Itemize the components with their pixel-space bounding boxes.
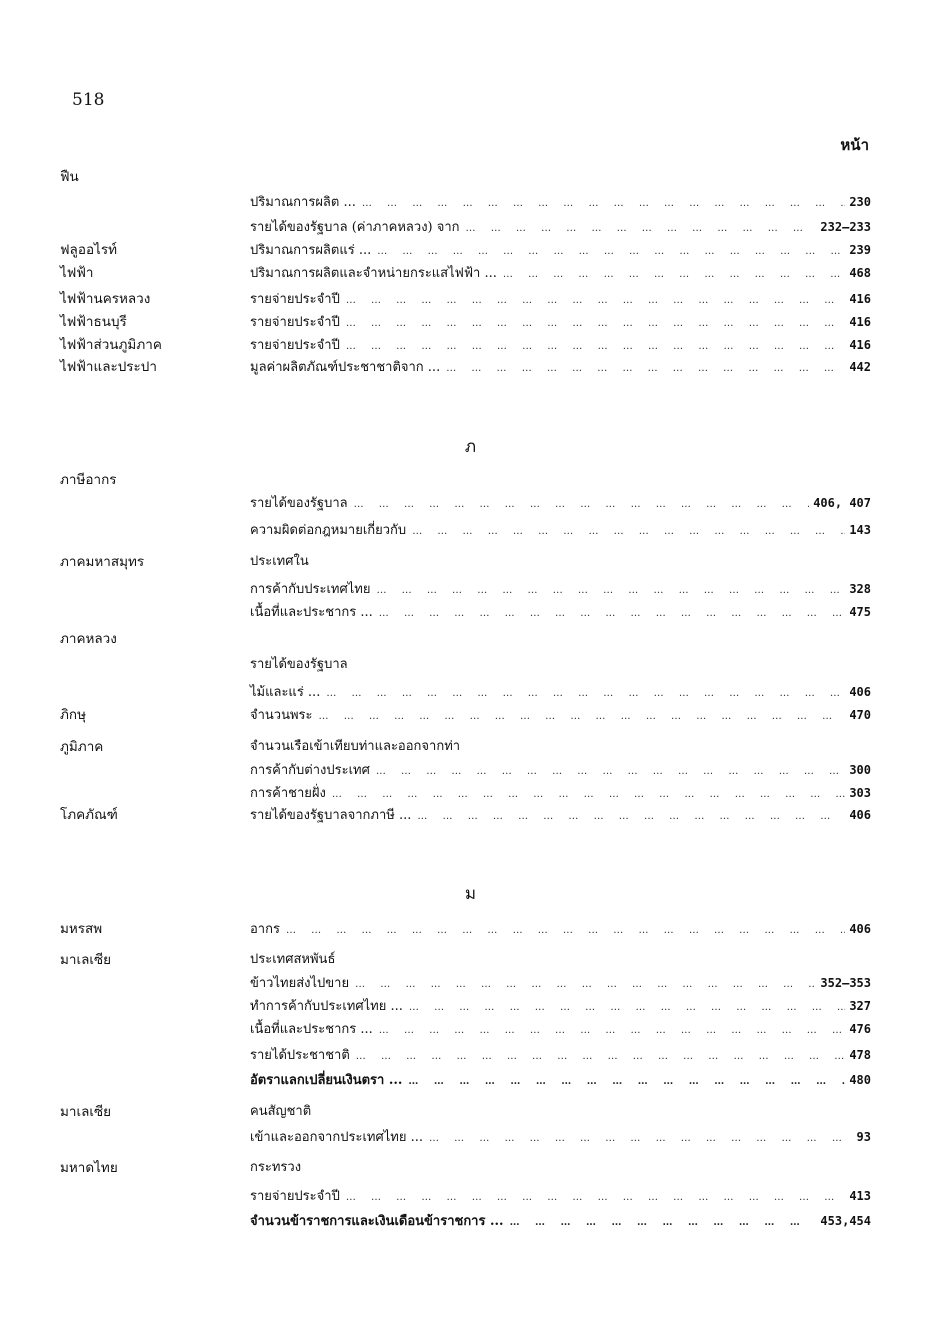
index-headword: ภาคหลวง — [60, 631, 117, 647]
index-subentry: ประเทศใน — [250, 554, 309, 569]
section-letter-mo: ม — [464, 884, 477, 904]
dot-leader — [376, 580, 845, 602]
index-subentry: ประเทศสหพันธ์ — [250, 952, 336, 967]
index-row — [60, 492, 871, 514]
page-reference: 232—233 — [820, 220, 871, 234]
dot-leader — [362, 193, 845, 215]
dot-leader — [326, 683, 845, 705]
index-row — [60, 469, 871, 491]
index-row — [60, 949, 871, 971]
page-reference: 239 — [849, 243, 871, 257]
index-row — [60, 1185, 871, 1207]
index-subentry: กระทรวง — [250, 1160, 302, 1175]
index-headword: ไฟฟ้านครหลวง — [60, 291, 151, 307]
index-row — [60, 1157, 871, 1179]
dot-leader — [377, 241, 845, 263]
dot-leader — [466, 218, 817, 240]
page-reference: 416 — [849, 338, 871, 352]
page-reference: 442 — [849, 360, 871, 374]
page-reference: 416 — [849, 315, 871, 329]
index-row — [60, 601, 871, 623]
index-subentry: จำนวนพระ — [250, 708, 313, 723]
index-row — [60, 1126, 871, 1148]
index-headword: ภาคมหาสมุทร — [60, 554, 145, 570]
index-headword: มาเลเซีย — [60, 952, 112, 968]
index-subentry: ไม้และแร่ ... — [250, 685, 321, 700]
index-row — [60, 736, 871, 758]
page-reference: 413 — [849, 1189, 871, 1203]
dot-leader — [346, 1187, 845, 1209]
index-subentry: รายจ่ายประจำปี — [250, 338, 340, 353]
dot-leader — [412, 521, 845, 543]
index-row — [60, 628, 871, 650]
page-reference: 416 — [849, 292, 871, 306]
index-row — [60, 918, 871, 940]
index-row — [60, 191, 871, 213]
dot-leader — [446, 358, 845, 380]
index-subentry: คนสัญชาติ — [250, 1104, 312, 1119]
dot-leader — [408, 1071, 845, 1093]
index-row — [60, 995, 871, 1017]
dot-leader — [332, 784, 845, 806]
index-subentry: การค้าชายฝั่ง — [250, 786, 326, 801]
page-reference: 478 — [849, 1048, 871, 1062]
page-reference: 93 — [856, 1130, 871, 1144]
section-letter-pho: ภ — [464, 437, 477, 457]
index-headword: มหาดไทย — [60, 1160, 118, 1176]
page-reference: 406 — [849, 808, 871, 822]
index-row — [60, 1044, 871, 1066]
index-row — [60, 551, 871, 573]
index-headword: มาเลเซีย — [60, 1104, 112, 1120]
dot-leader — [409, 997, 845, 1019]
index-headword: ภิกษุ — [60, 707, 86, 723]
page-reference: 406 — [849, 922, 871, 936]
index-row — [60, 288, 871, 310]
page-reference: 352—353 — [820, 976, 871, 990]
index-subentry: เนื้อที่และประชากร ... — [250, 605, 373, 620]
index-subentry: อากร — [250, 922, 280, 937]
dot-leader — [286, 920, 845, 942]
page-reference: 406, 407 — [813, 496, 871, 510]
index-headword: ฟืน — [60, 169, 79, 185]
index-headword: ภูมิภาค — [60, 739, 104, 755]
index-subentry: การค้ากับประเทศไทย — [250, 582, 371, 597]
index-row — [60, 681, 871, 703]
dot-leader — [346, 313, 845, 335]
dot-leader — [354, 494, 810, 516]
page-reference: 303 — [849, 786, 871, 800]
index-headword: ไฟฟ้าส่วนภูมิภาค — [60, 337, 162, 353]
index-row — [60, 262, 871, 284]
index-subentry: รายได้ของรัฐบาลจากภาษี ... — [250, 808, 412, 823]
index-subentry: การค้ากับต่างประเทศ — [250, 763, 370, 778]
page-column-heading: หน้า — [840, 136, 869, 154]
index-headword: ฟลูออไรท์ — [60, 242, 117, 258]
index-subentry: รายได้ประชาชาติ — [250, 1048, 350, 1063]
index-headword: โภคภัณฑ์ — [60, 807, 118, 823]
index-row — [60, 1101, 871, 1123]
index-subentry: เข้าและออกจากประเทศไทย ... — [250, 1130, 423, 1145]
index-subentry: ปริมาณการผลิตและจำหน่ายกระแสไฟฟ้า ... — [250, 266, 497, 281]
index-subentry: ทำการค้ากับประเทศไทย ... — [250, 999, 403, 1014]
dot-leader — [319, 706, 846, 728]
index-row — [60, 519, 871, 541]
index-row — [60, 311, 871, 333]
index-row — [60, 759, 871, 781]
index-headword: ไฟฟ้า — [60, 265, 94, 281]
dot-leader — [503, 264, 845, 286]
dot-leader — [379, 1020, 846, 1042]
index-row — [60, 239, 871, 261]
index-subentry: จำนวนเรือเข้าเทียบท่าและออกจากท่า — [250, 739, 461, 754]
dot-leader — [510, 1212, 817, 1234]
index-subentry: รายจ่ายประจำปี — [250, 292, 340, 307]
index-subentry: ปริมาณการผลิตแร่ ... — [250, 243, 372, 258]
index-row — [60, 216, 871, 238]
index-subentry: จำนวนข้าราชการและเงินเดือนข้าราชการ ... — [250, 1214, 504, 1229]
page-reference: 406 — [849, 685, 871, 699]
page-reference: 143 — [849, 523, 871, 537]
index-row — [60, 1018, 871, 1040]
page-number: 518 — [72, 90, 105, 110]
index-subentry: ข้าวไทยส่งไปขาย — [250, 976, 350, 991]
index-row — [60, 804, 871, 826]
index-row — [60, 578, 871, 600]
page-reference: 453,454 — [820, 1214, 871, 1228]
page-reference: 470 — [849, 708, 871, 722]
index-row — [60, 356, 871, 378]
index-subentry: รายได้ของรัฐบาล (ค่าภาคหลวง) จาก — [250, 220, 460, 235]
index-subentry: รายจ่ายประจำปี — [250, 1189, 340, 1204]
dot-leader — [355, 974, 816, 996]
dot-leader — [346, 336, 845, 358]
index-row — [60, 704, 871, 726]
index-headword: ไฟฟ้าธนบุรี — [60, 314, 127, 330]
index-subentry: รายได้ของรัฐบาล — [250, 657, 348, 672]
index-headword: ภาษีอากร — [60, 472, 117, 488]
index-row — [60, 166, 871, 188]
dot-leader — [356, 1046, 846, 1068]
index-subentry: รายจ่ายประจำปี — [250, 315, 340, 330]
index-subentry: รายได้ของรัฐบาล — [250, 496, 348, 511]
index-row — [60, 972, 871, 994]
index-headword: ไฟฟ้าและประปา — [60, 359, 157, 375]
dot-leader — [379, 603, 846, 625]
index-subentry: มูลค่าผลิตภัณฑ์ประชาชาติจาก ... — [250, 360, 441, 375]
page-reference: 476 — [849, 1022, 871, 1036]
page-reference: 300 — [849, 763, 871, 777]
index-subentry: ปริมาณการผลิต ... — [250, 195, 356, 210]
page-reference: 327 — [849, 999, 871, 1013]
index-row — [60, 1210, 871, 1232]
index-row — [60, 782, 871, 804]
page-reference: 468 — [849, 266, 871, 280]
dot-leader — [376, 761, 845, 783]
dot-leader — [429, 1128, 853, 1150]
dot-leader — [417, 806, 845, 828]
index-row — [60, 1069, 871, 1091]
index-row — [60, 334, 871, 356]
page-reference: 328 — [849, 582, 871, 596]
page-reference: 230 — [849, 195, 871, 209]
index-subentry: ความผิดต่อกฎหมายเกี่ยวกับ — [250, 523, 407, 538]
index-subentry: เนื้อที่และประชากร ... — [250, 1022, 373, 1037]
index-headword: มหรสพ — [60, 921, 103, 937]
index-row — [60, 654, 871, 676]
dot-leader — [346, 290, 845, 312]
page-reference: 480 — [849, 1073, 871, 1087]
page-reference: 475 — [849, 605, 871, 619]
index-subentry: อัตราแลกเปลี่ยนเงินตรา ... — [250, 1073, 403, 1088]
